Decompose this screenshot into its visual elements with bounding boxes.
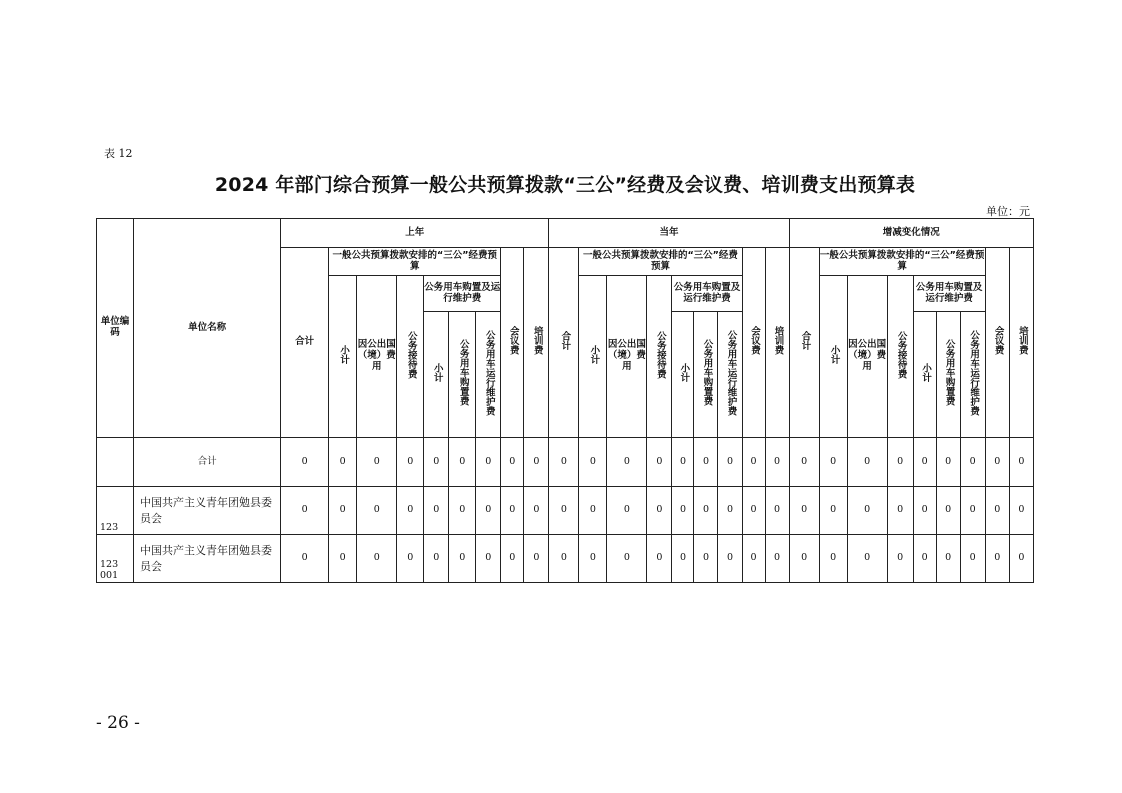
- header-vehicle-group: 公务用车购置及运行维护费: [672, 276, 742, 312]
- value-cell: 0: [357, 487, 397, 535]
- value-cell: 0: [524, 487, 549, 535]
- value-cell: 0: [765, 535, 789, 583]
- header-training: 培训费: [524, 248, 549, 438]
- table-row: [97, 438, 1034, 487]
- value-cell: 0: [281, 438, 329, 487]
- header-reception: 公务接待费: [647, 276, 672, 438]
- header-period-last-year: 上年: [281, 219, 549, 248]
- budget-table: [96, 218, 1034, 583]
- value-cell: 0: [281, 535, 329, 583]
- value-cell: 0: [549, 487, 579, 535]
- value-cell: 0: [672, 535, 694, 583]
- value-cell: 0: [960, 438, 985, 487]
- header-vehicle-operation: 公务用车运行维护费: [960, 312, 985, 438]
- value-cell: 0: [960, 535, 985, 583]
- value-cell: 0: [985, 535, 1009, 583]
- value-cell: 0: [913, 487, 936, 535]
- header-reception: 公务接待费: [397, 276, 424, 438]
- value-cell: 0: [449, 487, 476, 535]
- header-vehicle-purchase: 公务用车购置费: [694, 312, 718, 438]
- header-vehicle-group: 公务用车购置及运行维护费: [424, 276, 501, 312]
- value-cell: 0: [789, 438, 819, 487]
- value-cell: 0: [936, 487, 960, 535]
- value-cell: 0: [847, 438, 887, 487]
- value-cell: 0: [647, 535, 672, 583]
- value-cell: 0: [789, 535, 819, 583]
- header-subtotal: 小计: [579, 276, 607, 438]
- unit-code-cell: 123: [97, 487, 134, 535]
- value-cell: 0: [357, 535, 397, 583]
- value-cell: 0: [329, 535, 357, 583]
- value-cell: 0: [694, 535, 718, 583]
- header-training: 培训费: [1009, 248, 1033, 438]
- header-sangong-group: 一般公共预算拨款安排的“三公”经费预算: [579, 248, 742, 276]
- value-cell: 0: [476, 487, 501, 535]
- header-meeting: 会议费: [742, 248, 765, 438]
- value-cell: 0: [847, 535, 887, 583]
- value-cell: 0: [397, 438, 424, 487]
- value-cell: 0: [647, 487, 672, 535]
- header-meeting: 会议费: [501, 248, 524, 438]
- value-cell: 0: [887, 438, 913, 487]
- value-cell: 0: [672, 487, 694, 535]
- value-cell: 0: [672, 438, 694, 487]
- value-cell: 0: [936, 438, 960, 487]
- value-cell: 0: [985, 487, 1009, 535]
- value-cell: 0: [819, 487, 847, 535]
- header-unit-code: 单位编码: [97, 219, 134, 438]
- header-total: 合计: [549, 248, 579, 438]
- header-vehicle-purchase: 公务用车购置费: [936, 312, 960, 438]
- value-cell: 0: [607, 438, 647, 487]
- header-total: 合计: [789, 248, 819, 438]
- value-cell: 0: [549, 535, 579, 583]
- header-training: 培训费: [765, 248, 789, 438]
- value-cell: 0: [960, 487, 985, 535]
- value-cell: 0: [742, 487, 765, 535]
- unit-label: 单位：元: [986, 205, 1030, 218]
- value-cell: 0: [742, 438, 765, 487]
- header-period-current-year: 当年: [549, 219, 789, 248]
- value-cell: 0: [397, 535, 424, 583]
- value-cell: 0: [887, 535, 913, 583]
- value-cell: 0: [694, 487, 718, 535]
- header-period-change: 增减变化情况: [789, 219, 1033, 248]
- value-cell: 0: [765, 438, 789, 487]
- value-cell: 0: [424, 438, 449, 487]
- value-cell: 0: [476, 535, 501, 583]
- header-sangong-group: 一般公共预算拨款安排的“三公”经费预算: [329, 248, 501, 276]
- header-vehicle-operation: 公务用车运行维护费: [476, 312, 501, 438]
- value-cell: 0: [694, 438, 718, 487]
- value-cell: 0: [913, 535, 936, 583]
- value-cell: 0: [579, 487, 607, 535]
- value-cell: 0: [718, 535, 742, 583]
- value-cell: 0: [607, 535, 647, 583]
- value-cell: 0: [936, 535, 960, 583]
- value-cell: 0: [329, 438, 357, 487]
- value-cell: 0: [647, 438, 672, 487]
- value-cell: 0: [789, 487, 819, 535]
- header-abroad: 因公出国（境）费用: [847, 276, 887, 438]
- page-number: - 26 -: [96, 713, 140, 733]
- unit-name-cell: 合计: [134, 438, 281, 487]
- value-cell: 0: [549, 438, 579, 487]
- header-abroad: 因公出国（境）费用: [357, 276, 397, 438]
- header-meeting: 会议费: [985, 248, 1009, 438]
- value-cell: 0: [357, 438, 397, 487]
- value-cell: 0: [524, 535, 549, 583]
- value-cell: 0: [424, 535, 449, 583]
- header-unit-name: 单位名称: [134, 219, 281, 438]
- header-subtotal: 小计: [913, 312, 936, 438]
- header-reception: 公务接待费: [887, 276, 913, 438]
- value-cell: 0: [397, 487, 424, 535]
- value-cell: 0: [501, 438, 524, 487]
- unit-name-cell: 中国共产主义青年团勉县委员会: [134, 487, 281, 535]
- table-number: 表 12: [104, 147, 133, 160]
- header-subtotal: 小计: [424, 312, 449, 438]
- value-cell: 0: [501, 535, 524, 583]
- value-cell: 0: [1009, 438, 1033, 487]
- value-cell: 0: [1009, 535, 1033, 583]
- value-cell: 0: [449, 438, 476, 487]
- value-cell: 0: [579, 535, 607, 583]
- unit-name-cell: 中国共产主义青年团勉县委员会: [134, 535, 281, 583]
- header-sangong-group: 一般公共预算拨款安排的“三公”经费预算: [819, 248, 985, 276]
- value-cell: 0: [765, 487, 789, 535]
- header-total: 合计: [281, 248, 329, 438]
- header-vehicle-operation: 公务用车运行维护费: [718, 312, 742, 438]
- unit-code-cell: 123 001: [97, 535, 134, 583]
- value-cell: 0: [847, 487, 887, 535]
- value-cell: 0: [424, 487, 449, 535]
- value-cell: 0: [281, 487, 329, 535]
- value-cell: 0: [501, 487, 524, 535]
- value-cell: 0: [449, 535, 476, 583]
- table-row: [97, 487, 1034, 535]
- value-cell: 0: [329, 487, 357, 535]
- value-cell: 0: [476, 438, 501, 487]
- value-cell: 0: [718, 487, 742, 535]
- value-cell: 0: [718, 438, 742, 487]
- value-cell: 0: [913, 438, 936, 487]
- header-subtotal: 小计: [329, 276, 357, 438]
- value-cell: 0: [742, 535, 765, 583]
- value-cell: 0: [1009, 487, 1033, 535]
- value-cell: 0: [887, 487, 913, 535]
- header-abroad: 因公出国（境）费用: [607, 276, 647, 438]
- header-vehicle-group: 公务用车购置及运行维护费: [913, 276, 985, 312]
- value-cell: 0: [819, 438, 847, 487]
- document-title: 2024 年部门综合预算一般公共预算拨款“三公”经费及会议费、培训费支出预算表: [214, 174, 916, 196]
- value-cell: 0: [524, 438, 549, 487]
- value-cell: 0: [819, 535, 847, 583]
- header-subtotal: 小计: [819, 276, 847, 438]
- header-vehicle-purchase: 公务用车购置费: [449, 312, 476, 438]
- unit-code-cell: [97, 438, 134, 487]
- table-row: [97, 535, 1034, 583]
- value-cell: 0: [579, 438, 607, 487]
- header-subtotal: 小计: [672, 312, 694, 438]
- value-cell: 0: [607, 487, 647, 535]
- value-cell: 0: [985, 438, 1009, 487]
